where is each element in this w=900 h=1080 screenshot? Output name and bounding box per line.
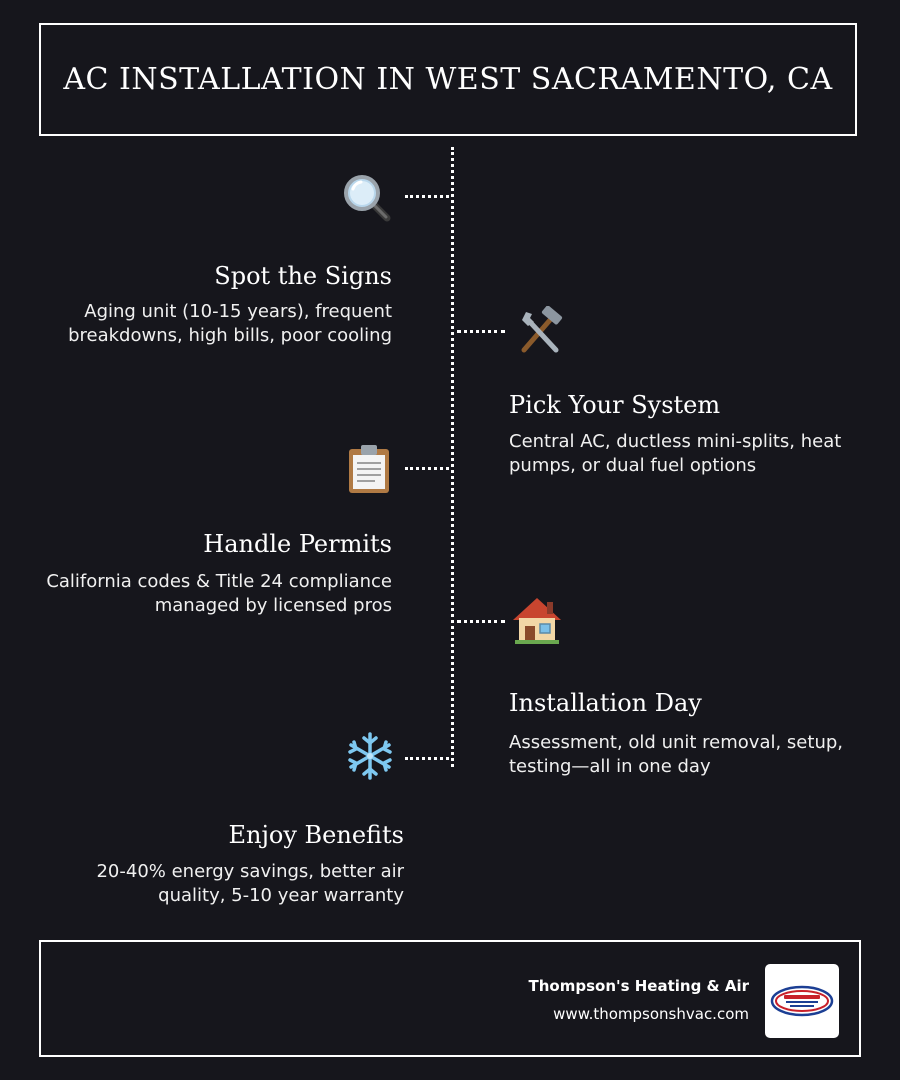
house-icon: [511, 594, 563, 646]
step-desc-enjoy-benefits: 20-40% energy savings, better air quality, 5-10 year warranty: [96, 861, 404, 906]
company-logo: [765, 964, 839, 1038]
step-title-spot-the-signs: Spot the Signs: [214, 262, 392, 290]
step-desc-installation-day: Assessment, old unit removal, setup, testing—all in one day: [509, 732, 843, 777]
hammer-wrench-icon: [514, 306, 566, 358]
connector-step-1: [405, 195, 449, 198]
connector-step-5: [405, 757, 449, 760]
magnifying-glass-icon: [341, 172, 393, 224]
page-title: AC INSTALLATION IN WEST SACRAMENTO, CA: [63, 62, 833, 97]
step-desc-pick-your-system: Central AC, ductless mini-splits, heat pumps, or dual fuel options: [509, 431, 842, 476]
footer-box: [39, 940, 861, 1057]
step-desc-spot-the-signs: Aging unit (10-15 years), frequent breakdowns, high bills, poor cooling: [68, 301, 392, 346]
connector-step-2: [457, 330, 505, 333]
company-name: Thompson's Heating & Air: [528, 977, 749, 995]
step-desc-handle-permits: California codes & Title 24 compliance managed by licensed pros: [46, 571, 392, 616]
snowflake-icon: [344, 730, 396, 782]
step-title-installation-day: Installation Day: [509, 689, 702, 717]
timeline-line: [451, 147, 454, 767]
step-title-pick-your-system: Pick Your System: [509, 391, 721, 419]
step-title-enjoy-benefits: Enjoy Benefits: [228, 821, 404, 849]
step-title-handle-permits: Handle Permits: [203, 530, 392, 558]
connector-step-3: [405, 467, 449, 470]
connector-step-4: [457, 620, 505, 623]
company-website-link[interactable]: www.thompsonshvac.com: [553, 1005, 749, 1023]
clipboard-icon: [343, 443, 395, 495]
title-box: [39, 23, 857, 136]
